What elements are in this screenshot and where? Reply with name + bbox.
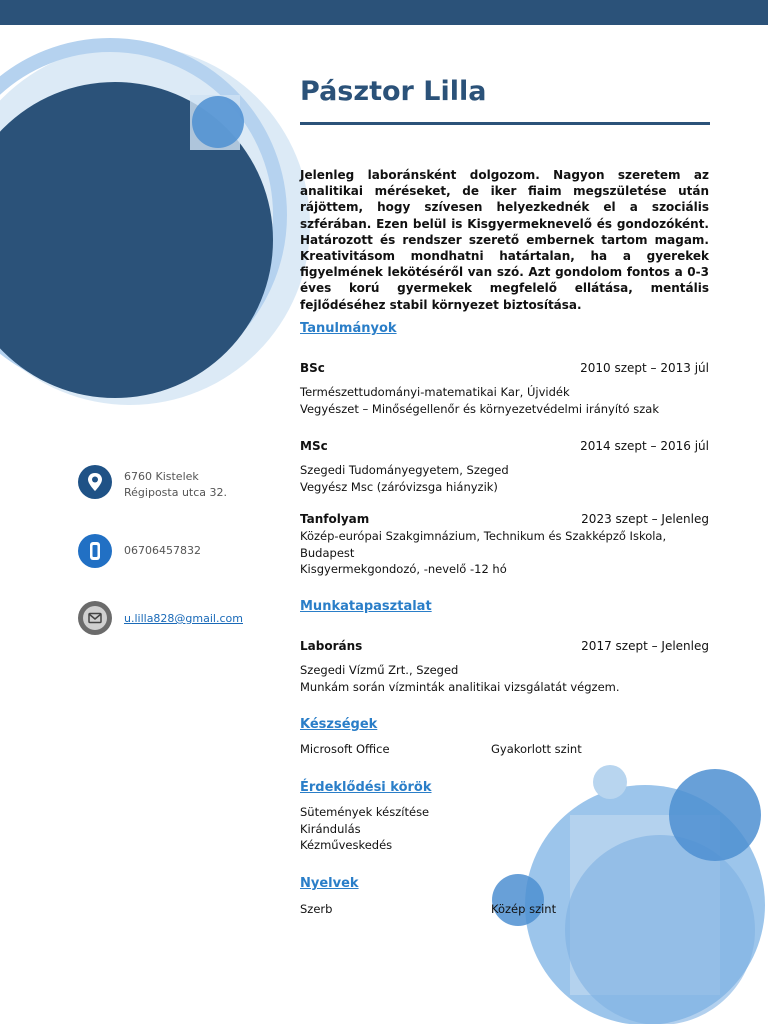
phone-icon [78, 534, 112, 568]
education-line: Vegyészet – Minőségellenőr és környezetvédelmi irányító szak [300, 401, 659, 416]
language-name: Szerb [300, 902, 333, 916]
education-degree: BSc [300, 361, 325, 375]
deco-small-circle [192, 96, 244, 148]
education-line: Budapest [300, 545, 355, 560]
skill-level: Gyakorlott szint [491, 742, 582, 756]
language-item [300, 901, 709, 918]
interest-item: Kirándulás [300, 821, 361, 836]
phone-number: 06706457832 [124, 544, 201, 557]
education-item-bsc [300, 361, 709, 375]
education-details-bsc [300, 384, 700, 417]
education-item-course [300, 512, 709, 526]
interest-item: Kézműveskedés [300, 838, 393, 852]
section-work-title: Munkatapasztalat [300, 599, 432, 614]
education-line: Szegedi Tudományegyetem, Szeged [300, 463, 509, 477]
education-degree: MSc [300, 439, 328, 453]
education-dates: 2010 szept – 2013 júl [580, 361, 709, 375]
candidate-name: Pásztor Lilla [300, 76, 487, 107]
email-link[interactable]: u.lilla828@gmail.com [124, 612, 243, 625]
skill-name: Microsoft Office [300, 742, 390, 756]
deco-dot [593, 765, 627, 799]
section-skills-title: Készségek [300, 717, 378, 732]
work-role: Laboráns [300, 639, 363, 653]
education-line: Természettudományi-matematikai Kar, Újvidék [300, 385, 570, 399]
deco-circle-br-inner [565, 835, 755, 1024]
name-underline [300, 122, 710, 125]
intro-paragraph: Jelenleg laboránsként dolgozom. Nagyon szeretem az analitikai méréseket, de iker fiaim megszületése után rájöttem, hogy szívesen helyezkednék el a szociális szférában. Ezen belül is Kisgyermeknevelő és gondozóként. Határozott és rendszer szerető embernek tartom magam. Kreativitásom mondhatni határtalan, ha a gyerekek figyelmének lekötéséről van szó. Azt gondolom fontos a 0-3 éves korú gyermekek megfelelő ellátása, mentális fejlődéséhez stabil környezet biztosítása. [300, 168, 709, 312]
work-line: Szegedi Vízmű Zrt., Szeged [300, 663, 459, 677]
section-interests-title: Érdeklődési körök [300, 780, 432, 795]
education-dates: 2014 szept – 2016 júl [580, 439, 709, 453]
address-line1: 6760 Kistelek [124, 470, 199, 483]
education-line: Vegyész Msc (záróvizsga hiányzik) [300, 479, 498, 494]
deco-circle-br-left [492, 874, 544, 926]
email-icon [78, 601, 112, 635]
location-pin-icon [78, 465, 112, 499]
address-line2: Régiposta utca 32. [124, 486, 228, 499]
interest-item: Sütemények készítése [300, 805, 430, 819]
education-line: Kisgyermekgondozó, -nevelő -12 hó [300, 562, 507, 576]
education-item-msc [300, 439, 709, 453]
interests-list [300, 804, 700, 854]
education-degree: Tanfolyam [300, 512, 370, 526]
education-details-msc [300, 462, 700, 495]
section-languages-title: Nyelvek [300, 876, 359, 891]
work-details [300, 662, 700, 695]
education-details-course [300, 528, 700, 578]
work-line: Munkám során vízminták analitikai vizsgálatát végzem. [300, 679, 620, 694]
language-level: Közép szint [491, 902, 557, 916]
education-dates: 2023 szept – Jelenleg [581, 512, 709, 526]
section-education-title: Tanulmányok [300, 321, 397, 336]
work-item [300, 639, 709, 653]
skill-item [300, 741, 709, 758]
work-dates: 2017 szept – Jelenleg [581, 639, 709, 653]
education-line: Közép-európai Szakgimnázium, Technikum és Szakképző Iskola, [300, 529, 667, 543]
